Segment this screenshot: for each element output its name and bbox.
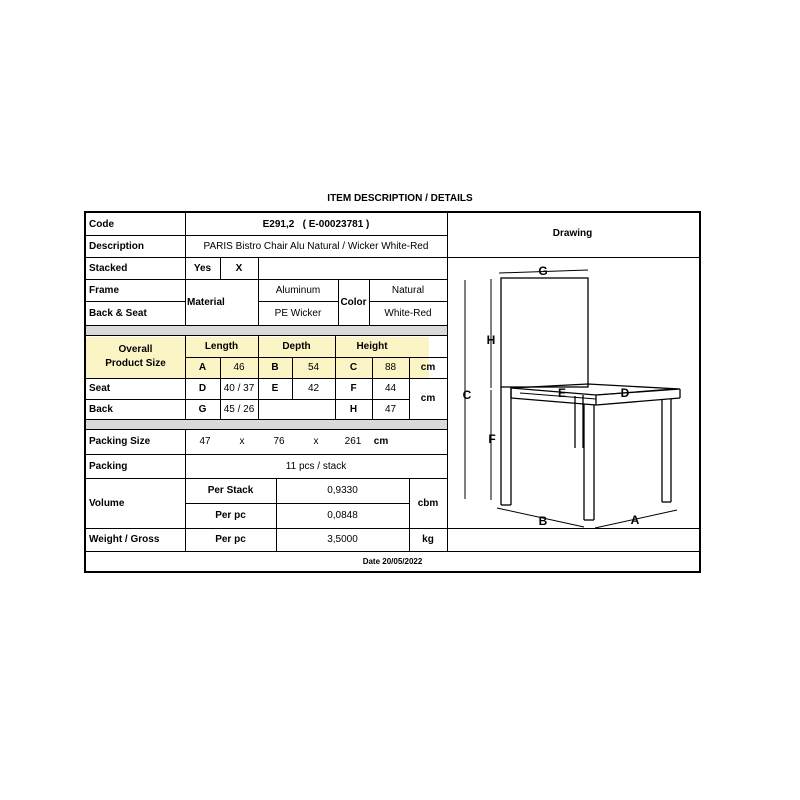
item-details-sheet [84, 211, 701, 573]
drawing-label-c: C [462, 388, 472, 402]
dim-e-letter: E [271, 383, 279, 394]
row-line [86, 325, 447, 326]
packing-size-label: Packing Size [89, 436, 151, 447]
col-line [447, 213, 448, 551]
packing-value: 11 pcs / stack [285, 460, 347, 472]
dim-a-value: 46 [233, 362, 245, 373]
packing-label: Packing [89, 460, 128, 472]
dim-g-letter: G [198, 403, 207, 415]
weight-unit: kg [422, 534, 434, 545]
code-label: Code [89, 218, 114, 230]
back-label: Back [89, 403, 113, 415]
description-value: PARIS Bistro Chair Alu Natural / Wicker White-Red [203, 240, 429, 252]
back-seat-color: White-Red [384, 307, 432, 319]
dim-g-value: 45 / 26 [223, 403, 255, 415]
dim-b-value: 54 [307, 362, 320, 373]
seat-label: Seat [89, 383, 111, 394]
dim-f-letter: F [350, 383, 357, 394]
weight-label: Weight / Gross [89, 534, 160, 545]
date-footer: Date 20/05/2022 [362, 557, 423, 566]
drawing-label-e: E [557, 386, 567, 400]
packing-height: 261 [344, 436, 362, 447]
stacked-yes: Yes [193, 262, 212, 274]
drawing-label-b: B [538, 514, 548, 528]
packing-width: 76 [273, 436, 285, 447]
stacked-mark: X [235, 262, 243, 274]
drawing-label-h: H [486, 333, 496, 347]
color-label: Color [340, 296, 367, 308]
document-title: ITEM DESCRIPTION / DETAILS [327, 193, 473, 204]
drawing-label-g: G [538, 264, 548, 278]
volume-per-stack-label: Per Stack [207, 485, 254, 496]
drawing-label-d: D [620, 386, 630, 400]
col-line [258, 257, 259, 279]
material-label: Material [187, 296, 225, 308]
volume-per-pc-value: 0,0848 [327, 510, 358, 521]
dim-h-letter: H [349, 403, 358, 415]
dim-c-value: 88 [384, 362, 397, 373]
packing-x1: x [239, 436, 245, 447]
weight-per-pc-label: Per pc [215, 534, 246, 545]
weight-value: 3,5000 [327, 534, 358, 545]
back-seat-label: Back & Seat [89, 307, 147, 319]
volume-label: Volume [89, 497, 125, 509]
packing-length: 47 [199, 436, 211, 447]
drawing-title: Drawing [552, 228, 593, 239]
spacer-row-2 [86, 419, 447, 429]
back-seat-material: PE Wicker [274, 307, 322, 319]
dim-d-letter: D [198, 383, 207, 394]
height-header: Height [356, 340, 388, 352]
frame-label: Frame [89, 284, 120, 296]
dim-b-letter: B [271, 362, 279, 373]
frame-color: Natural [391, 284, 425, 296]
volume-per-stack-value: 0,9330 [327, 485, 358, 496]
frame-material: Aluminum [275, 284, 321, 296]
seat-back-unit: cm [420, 393, 436, 404]
size-unit: cm [420, 362, 436, 373]
volume-unit: cbm [417, 497, 439, 509]
packing-size-unit: cm [373, 436, 389, 447]
dim-c-letter: C [349, 362, 358, 373]
depth-header: Depth [282, 340, 311, 352]
dim-h-value: 47 [384, 403, 397, 415]
packing-x2: x [313, 436, 319, 447]
dim-e-value: 42 [307, 383, 320, 394]
dim-d-value: 40 / 37 [223, 383, 255, 394]
drawing-label-f: F [488, 432, 496, 446]
stacked-label: Stacked [89, 262, 128, 274]
row-line [86, 419, 447, 420]
description-label: Description [89, 240, 145, 252]
overall-size-label: Overall Product Size [105, 343, 166, 369]
drawing-label-a: A [630, 513, 640, 527]
code-value: E291,2 ( E-00023781 ) [262, 218, 370, 230]
row-line [86, 551, 701, 552]
dim-a-letter: A [198, 362, 207, 373]
dim-f-value: 44 [384, 383, 397, 394]
volume-per-pc-label: Per pc [215, 510, 246, 521]
spacer-row-1 [86, 325, 447, 335]
length-header: Length [204, 340, 239, 352]
